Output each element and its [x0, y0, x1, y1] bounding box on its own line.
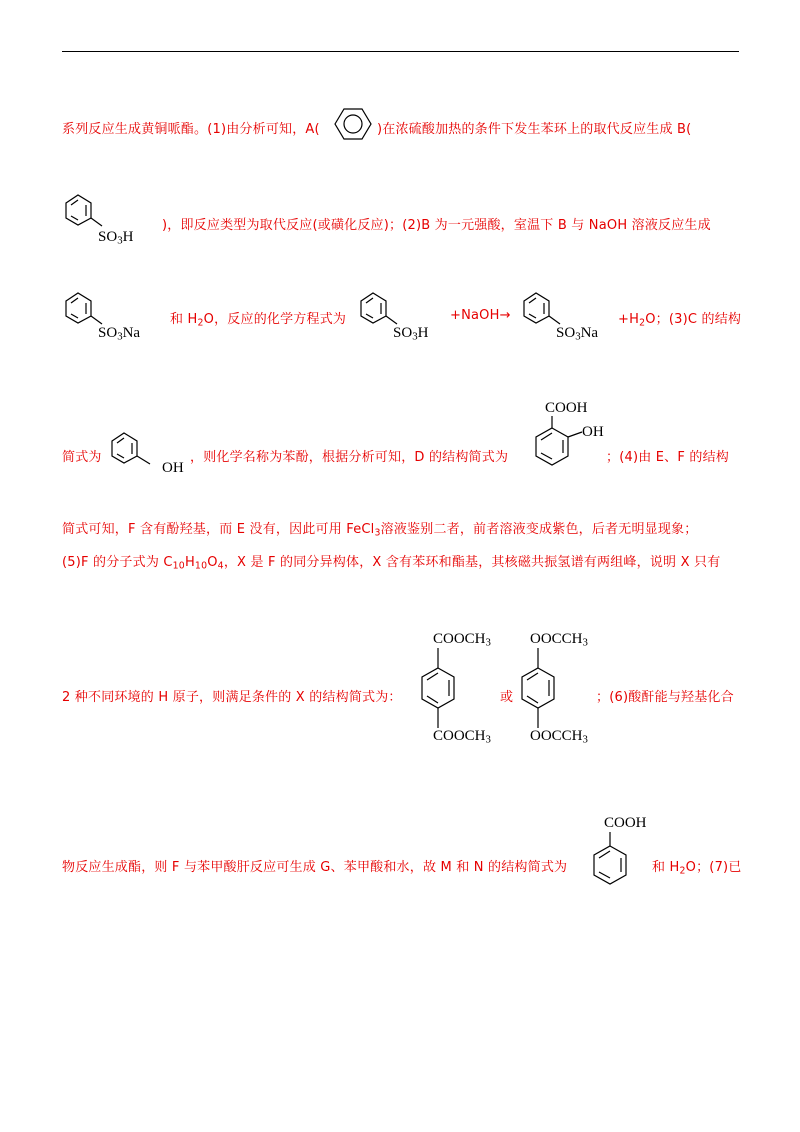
line7-or: 或: [500, 690, 514, 705]
line4-text-b: ，则化学名称为苯酚，根据分析可知，D 的结构简式为: [190, 450, 509, 465]
dimethyl-terephthalate-structure: [416, 648, 466, 730]
diacetoxybenzene-top-label: $OOCCH_3$: [530, 631, 588, 649]
diacetoxybenzene-structure: [518, 648, 568, 730]
benzenesulfonic-acid-structure-eq: [357, 288, 407, 328]
benzene-a-structure: [330, 104, 376, 144]
phenol-oh-label: OH: [162, 460, 184, 476]
so3h-label-b: $SO_3H$: [98, 229, 134, 247]
line4-text-a: 简式为: [62, 450, 102, 465]
benzoic-acid-cooh-label: COOH: [604, 815, 647, 831]
line6-text: (5)F 的分子式为 $C_{10}H_{10}O_4$，X 是 F 的同分异构体，X 含有苯环和酯基，其核磁共振氢谱有两组峰，说明 X 只有: [62, 555, 721, 572]
line2-text: )，即反应类型为取代反应(或磺化反应)；(2)B 为一元强酸，室温下 B 与 NaOH 溶液反应生成: [162, 218, 711, 233]
line1-text-b: )在浓硫酸加热的条件下发生苯环上的取代反应生成 B(: [377, 122, 692, 137]
line7-text-a: 2 种不同环境的 H 原子，则满足条件的 X 的结构简式为：: [62, 690, 402, 705]
salicylic-cooh-label: COOH: [545, 400, 588, 416]
phenol-structure: [108, 428, 164, 468]
so3h-label-eq: $SO_3H$: [393, 325, 429, 343]
dimethyl-terephthalate-bottom-label: $COOCH_3$: [433, 728, 491, 746]
line1-text-a: 系列反应生成黄铜哌酯。(1)由分析可知，A(: [62, 122, 320, 137]
line3-text-b: +NaOH→: [450, 308, 511, 323]
benzenesulfonic-acid-structure: [62, 190, 112, 230]
header-rule: [62, 51, 739, 52]
dimethyl-terephthalate-top-label: $COOCH_3$: [433, 631, 491, 649]
sodium-benzenesulfonate-structure-1: [62, 288, 112, 328]
salicylic-oh-label: OH: [582, 424, 604, 440]
line3-text-c: $+H_2O$；(3)C 的结构: [618, 312, 742, 329]
so3na-label-2: $SO_3Na$: [556, 325, 599, 343]
line7-text-b: ；(6)酸酐能与羟基化合: [596, 690, 734, 705]
line8-text-a: 物反应生成酯，则 F 与苯甲酸肝反应可生成 G、苯甲酸和水，故 M 和 N 的结构简式为: [62, 860, 568, 875]
line8-text-b: 和 $H_2O$；(7)已: [652, 860, 742, 877]
benzoic-acid-structure: [588, 832, 638, 890]
line4-text-c: ；(4)由 E、F 的结构: [606, 450, 729, 465]
sodium-benzenesulfonate-structure-2: [520, 288, 570, 328]
line5-text: 简式可知，F 含有酚羟基，而 E 没有，因此可用 FeCl$_3$溶液鉴别二者，前者溶液变成紫色，后者无明显现象；: [62, 522, 698, 539]
salicylic-acid-structure: [530, 416, 585, 476]
line3-text-a: 和 $H_2O$，反应的化学方程式为: [170, 312, 347, 329]
diacetoxybenzene-bottom-label: $OOCCH_3$: [530, 728, 588, 746]
so3na-label-1: $SO_3Na$: [98, 325, 141, 343]
